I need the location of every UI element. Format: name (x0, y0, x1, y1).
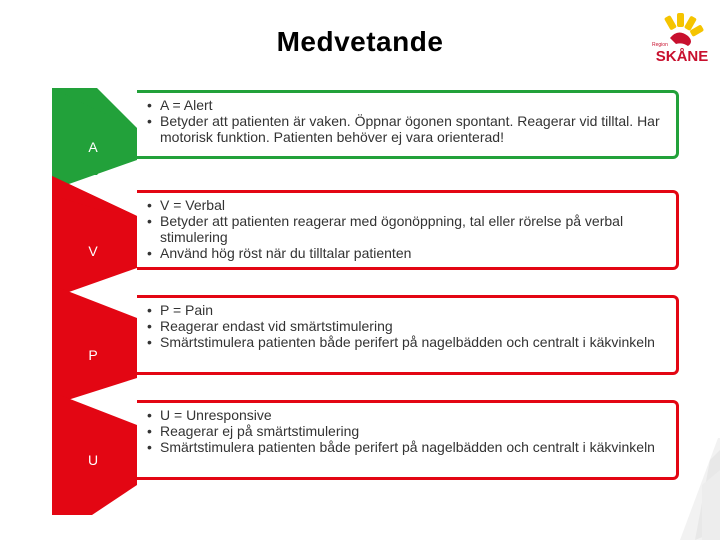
letter-a: A (88, 139, 98, 155)
section-box-p (137, 295, 679, 375)
bullet: • Betyder att patienten är vaken. Öppnar ögonen spontant. Reagerar vid tilltal. Har motorisk funktion. Patienten behöver ej vara orienterad! (147, 113, 668, 145)
bullet: • Reagerar endast vid smärtstimulering (147, 318, 668, 334)
letter-u: U (87, 452, 99, 468)
logo-text: SKÅNE (655, 48, 709, 65)
page-title: Medvetande (276, 26, 444, 57)
letter-v: V (88, 243, 98, 259)
bullet: • Smärtstimulera patienten både perifert på nagelbädden och centralt i käkvinkeln (147, 334, 668, 350)
bullet: • Reagerar ej på smärtstimulering (147, 423, 668, 439)
bullet: • A = Alert (147, 97, 668, 113)
letter-p: P (88, 347, 98, 363)
bullet: • U = Unresponsive (147, 407, 668, 423)
logo-subtitle: Region (652, 42, 668, 48)
bullet: • P = Pain (147, 302, 668, 318)
bullet: • Smärtstimulera patienten både perifert på nagelbädden och centralt i käkvinkeln (147, 439, 668, 455)
corner-decoration-icon (640, 430, 720, 540)
bullet: • V = Verbal (147, 197, 668, 213)
bullet: • Betyder att patienten reagerar med ögonöppning, tal eller rörelse på verbal stimulering (147, 213, 668, 245)
chevron-p (52, 285, 137, 405)
section-box-a (137, 90, 679, 159)
section-box-v (137, 190, 679, 270)
bullet: • Använd hög röst när du tilltalar patienten (147, 245, 668, 261)
section-box-u (137, 400, 679, 480)
